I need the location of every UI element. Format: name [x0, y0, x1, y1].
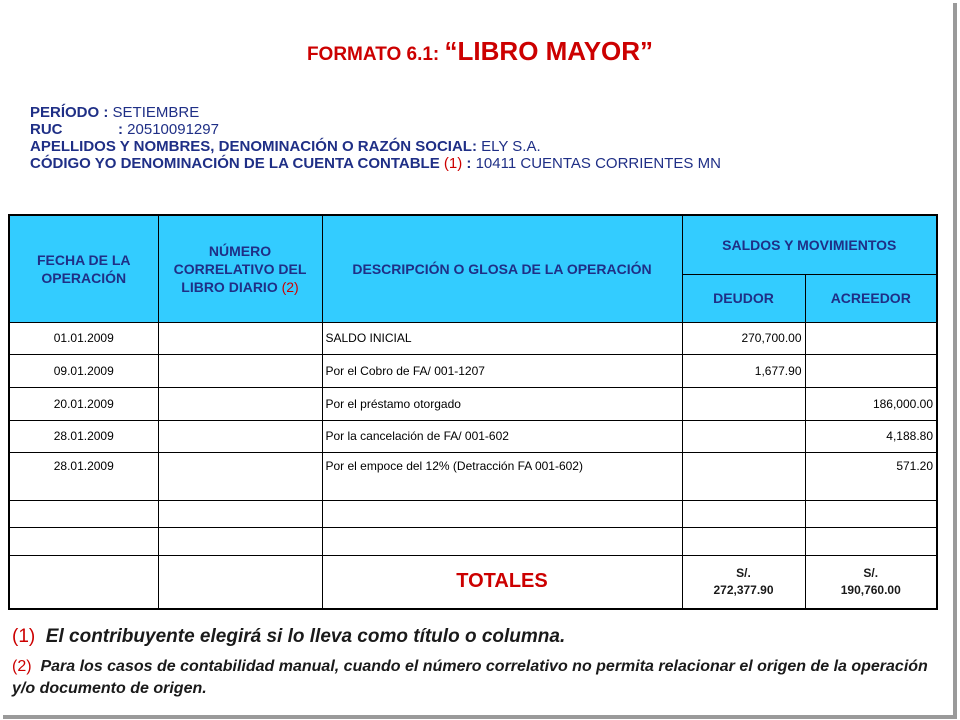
cell-acreedor: 4,188.80 [805, 420, 937, 452]
page-title [0, 36, 960, 67]
cell-descripcion [322, 500, 682, 527]
table-row [9, 527, 937, 555]
ruc-colon: : [118, 121, 123, 138]
razon-value: ELY S.A. [481, 138, 541, 155]
total-acreedor [805, 555, 937, 609]
cell-numero [158, 500, 322, 527]
cuenta-row [30, 155, 721, 172]
total-deudor [682, 555, 805, 609]
cell-fecha: 01.01.2009 [9, 322, 158, 354]
table-row [9, 500, 937, 527]
cuenta-label: CÓDIGO YO DENOMINACIÓN DE LA CUENTA CONTABLE [30, 155, 440, 172]
cell-descripcion: Por el Cobro de FA/ 001-1207 [322, 354, 682, 387]
ledger-table [8, 214, 938, 610]
title-name: “LIBRO MAYOR” [444, 36, 654, 66]
total-deudor-value: 272,377.90 [713, 582, 774, 597]
total-acreedor-currency: S/. [863, 565, 879, 580]
cell-fecha: 20.01.2009 [9, 387, 158, 420]
header-deudor: DEUDOR [682, 274, 805, 322]
header-numero-text: NÚMERO CORRELATIVO DEL LIBRO DIARIO [173, 242, 307, 295]
footnote-2-number: (2) [12, 658, 32, 675]
cuenta-value: 10411 CUENTAS CORRIENTES MN [475, 155, 721, 172]
cell-descripcion [322, 527, 682, 555]
cell-fecha: 28.01.2009 [9, 420, 158, 452]
footnote-1 [12, 624, 942, 650]
cell-fecha [9, 527, 158, 555]
header-numero [158, 215, 322, 322]
cell-deudor [682, 420, 805, 452]
header-numero-ref: (2) [281, 278, 299, 295]
periodo-row [30, 104, 721, 121]
cell-acreedor: 571.20 [805, 452, 937, 500]
cell-descripcion: Por el empoce del 12% (Detracción FA 001-602) [322, 452, 682, 500]
cell-acreedor [805, 322, 937, 354]
footnotes [12, 624, 942, 700]
cuenta-colon: : [466, 155, 472, 172]
totals-blank-2 [158, 555, 322, 609]
totals-label: TOTALES [322, 555, 682, 609]
periodo-value: SETIEMBRE [112, 104, 200, 121]
ruc-row [30, 121, 721, 138]
cell-numero [158, 354, 322, 387]
table-row [9, 322, 937, 354]
table-row [9, 452, 937, 500]
cell-numero [158, 452, 322, 500]
cell-deudor [682, 500, 805, 527]
cell-acreedor: 186,000.00 [805, 387, 937, 420]
header-descripcion: DESCRIPCIÓN O GLOSA DE LA OPERACIÓN [322, 215, 682, 322]
footnote-1-number: (1) [12, 626, 36, 647]
ledger-header-info [30, 104, 721, 172]
cell-numero [158, 420, 322, 452]
table-row [9, 354, 937, 387]
ruc-label: RUC [30, 121, 63, 138]
razon-row [30, 138, 721, 155]
razon-label: APELLIDOS Y NOMBRES, DENOMINACIÓN O RAZÓN SOCIAL: [30, 138, 477, 155]
ruc-value: 20510091297 [127, 121, 219, 138]
totals-row [9, 555, 937, 609]
cell-numero [158, 322, 322, 354]
totals-blank-1 [9, 555, 158, 609]
cell-fecha: 09.01.2009 [9, 354, 158, 387]
cell-deudor [682, 387, 805, 420]
cell-numero [158, 527, 322, 555]
header-saldos: SALDOS Y MOVIMIENTOS [682, 215, 937, 274]
title-prefix: FORMATO 6.1: [306, 44, 445, 65]
cell-deudor: 1,677.90 [682, 354, 805, 387]
cell-deudor [682, 527, 805, 555]
cell-deudor [682, 452, 805, 500]
cell-fecha: 28.01.2009 [9, 452, 158, 500]
cell-acreedor [805, 527, 937, 555]
cell-deudor: 270,700.00 [682, 322, 805, 354]
table-row [9, 420, 937, 452]
cell-descripcion: SALDO INICIAL [322, 322, 682, 354]
cell-acreedor [805, 500, 937, 527]
header-fecha: FECHA DE LA OPERACIÓN [9, 215, 158, 322]
total-acreedor-value: 190,760.00 [840, 582, 901, 597]
cell-fecha [9, 500, 158, 527]
cell-descripcion: Por la cancelación de FA/ 001-602 [322, 420, 682, 452]
total-deudor-currency: S/. [736, 565, 751, 580]
footnote-1-text: El contribuyente elegirá si lo lleva como título o columna. [45, 626, 566, 647]
footnote-2-text: Para los casos de contabilidad manual, cuando el número correlativo no permita relacionar el origen de la operación y/o documento de origen. [12, 658, 928, 697]
periodo-label: PERÍODO : [30, 104, 109, 121]
table-row [9, 387, 937, 420]
cuenta-ref: (1) [443, 155, 463, 172]
cell-descripcion: Por el préstamo otorgado [322, 387, 682, 420]
footnote-2 [12, 656, 942, 700]
header-acreedor: ACREEDOR [805, 274, 937, 322]
cell-numero [158, 387, 322, 420]
cell-acreedor [805, 354, 937, 387]
